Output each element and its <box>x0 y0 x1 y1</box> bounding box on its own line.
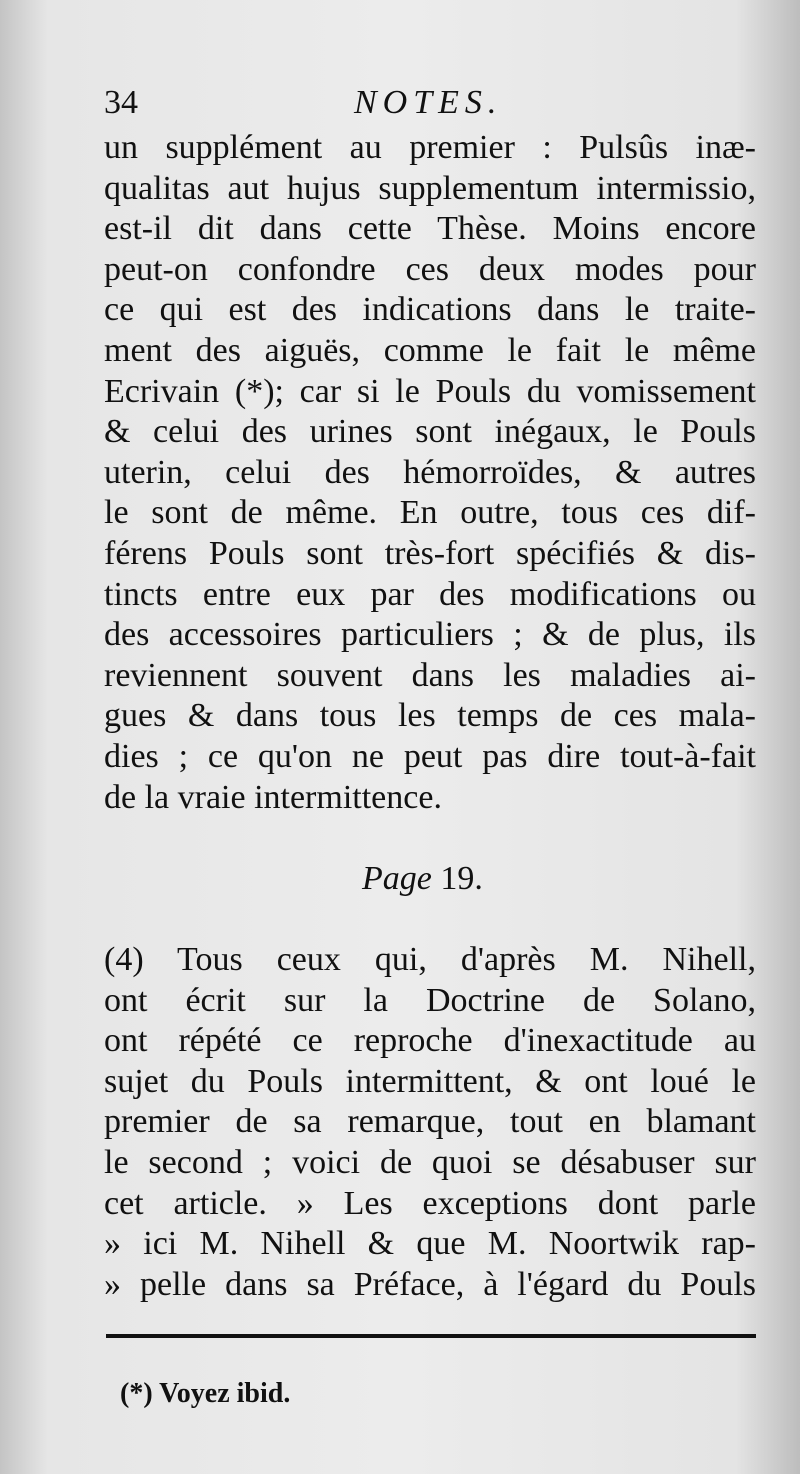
text-line: le sont de même. En outre, tous ces dif- <box>104 494 756 532</box>
page-header <box>104 84 764 130</box>
paragraph-2 <box>104 940 756 1305</box>
text-line: (4) Tous ceux qui, d'après M. Nihell, <box>104 941 756 978</box>
text-line: reviennent souvent dans les maladies ai- <box>104 656 756 694</box>
text-line: premier de sa remarque, tout en blamant <box>104 1103 756 1141</box>
footnote: (*) Voyez ibid. <box>120 1378 291 1409</box>
text-line: férens Pouls sont très-fort spécifiés & dis- <box>104 534 756 572</box>
section-heading <box>362 860 483 898</box>
text-line: cet article. » Les exceptions dont parle <box>104 1184 756 1222</box>
text-line: de la vraie intermittence. <box>104 778 442 816</box>
section-heading-number: 19. <box>440 860 483 897</box>
text-line: Ecrivain (*); car si le Pouls du vomissement <box>104 372 756 410</box>
text-line: tincts entre eux par des modifications ou <box>104 575 756 613</box>
text-line: sujet du Pouls intermittent, & ont loué le <box>104 1062 756 1100</box>
text-line: dies ; ce qu'on ne peut pas dire tout-à-fait <box>104 737 756 775</box>
text-line: & celui des urines sont inégaux, le Pouls <box>104 413 756 451</box>
text-line: » pelle dans sa Préface, à l'égard du Pouls <box>104 1265 756 1303</box>
text-line: ce qui est des indications dans le traite- <box>104 291 756 329</box>
footnote-rule <box>106 1334 756 1338</box>
text-line: un supplément au premier : Pulsûs inæ- <box>104 129 756 166</box>
text-line: ont écrit sur la Doctrine de Solano, <box>104 981 756 1019</box>
text-line: qualitas aut hujus supplementum intermissio, <box>104 169 756 207</box>
text-line: ont répété ce reproche d'inexactitude au <box>104 1022 756 1060</box>
text-line: peut-on confondre ces deux modes pour <box>104 250 756 288</box>
text-line: le second ; voici de quoi se désabuser sur <box>104 1143 756 1181</box>
text-line: est-il dit dans cette Thèse. Moins encore <box>104 210 756 248</box>
page-number: 34 <box>104 84 138 121</box>
paragraph-1 <box>104 128 756 818</box>
text-line: des accessoires particuliers ; & de plus, ils <box>104 616 756 654</box>
section-heading-label: Page <box>362 860 432 897</box>
text-line: » ici M. Nihell & que M. Noortwik rap- <box>104 1225 756 1263</box>
text-line: uterin, celui des hémorroïdes, & autres <box>104 453 756 491</box>
text-line: ment des aiguës, comme le fait le même <box>104 331 756 369</box>
running-title: NOTES. <box>354 84 503 121</box>
text-line: gues & dans tous les temps de ces mala- <box>104 697 756 735</box>
